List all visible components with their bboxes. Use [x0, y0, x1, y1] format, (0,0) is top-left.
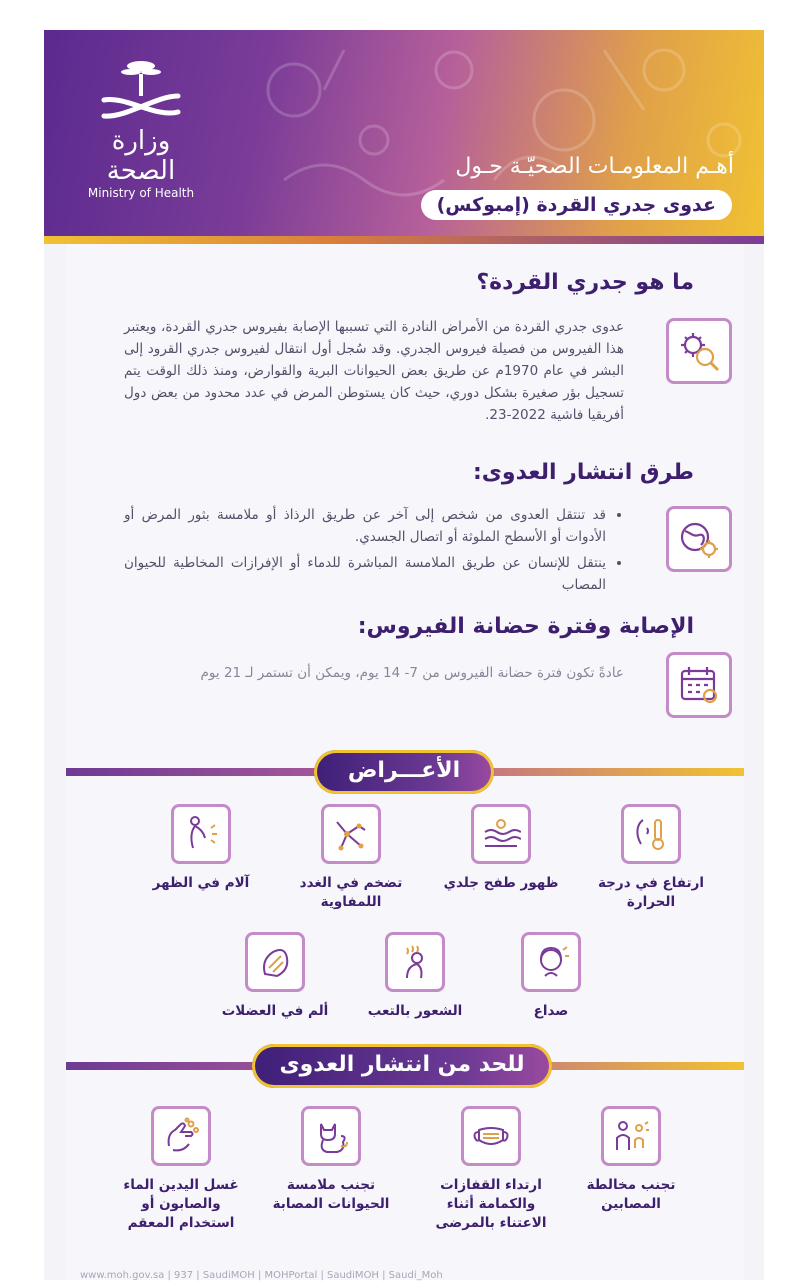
- lymph-nodes-icon: [321, 804, 381, 864]
- banner-title-line1: أهـم المعلومـات الصحيّـة حـول: [455, 154, 734, 179]
- fatigue-icon: [385, 932, 445, 992]
- logo-english-text: Ministry of Health: [87, 186, 195, 200]
- symptom-tile: [436, 804, 566, 893]
- section-title-incubation: الإصابة وفترة حضانة الفيروس:: [357, 614, 694, 639]
- symptom-label: الشعور بالتعب: [367, 1003, 463, 1019]
- prevention-label: ارتداء القفازات والكمامة أثناء الاعتناء بالمرضى: [435, 1177, 547, 1231]
- prevention-label: تجنب ملامسة الحيوانات المصابة: [272, 1177, 390, 1212]
- symptom-tile: [486, 932, 616, 1021]
- transmission-bullet: • ينتقل للإنسان عن طريق الملامسة المباشرة للدماء أو الإفرازات المخاطية للحيوان المصاب: [124, 552, 606, 596]
- symptom-tile: [586, 804, 716, 912]
- symptom-tile: [210, 932, 340, 1021]
- header-banner: [44, 30, 764, 242]
- prevention-tile: [426, 1106, 556, 1233]
- muscle-pain-icon: [245, 932, 305, 992]
- hand-wash-icon: [151, 1106, 211, 1166]
- logo-arabic-text: وزارة الصحة: [106, 126, 176, 186]
- mask-icon: [461, 1106, 521, 1166]
- calendar-icon: [666, 652, 732, 718]
- symptom-tile: [350, 932, 480, 1021]
- virus-magnifier-icon: [666, 318, 732, 384]
- section-text-transmission: [124, 504, 624, 600]
- symptom-label: آلام في الظهر: [152, 875, 250, 891]
- symptom-label: ارتفاع في درجة الحرارة: [598, 875, 704, 910]
- section-text-incubation: عادةً تكون فترة حضانة الفيروس من 7- 14 يوم، ويمكن أن تستمر لـ 21 يوم: [200, 665, 624, 681]
- symptoms-title: الأعـــراض: [314, 750, 494, 794]
- footer-social-links: www.moh.gov.sa | 937 | SaudiMOH | MOHPortal | SaudiMOH | Saudi_Moh: [80, 1270, 443, 1281]
- symptom-label: تضخم في الغدد اللمفاوية: [299, 875, 403, 910]
- banner-strip: [44, 236, 764, 244]
- palm-swords-logo-icon: [96, 56, 186, 124]
- cat-icon: [301, 1106, 361, 1166]
- prevention-tile: [116, 1106, 246, 1233]
- banner-title-line2: عدوى جدري القردة (إمبوكس): [421, 190, 732, 220]
- symptom-label: ظهور طفح جلدي: [443, 875, 559, 891]
- section-text-what-is: عدوى جدري القردة من الأمراض النادرة التي تسببها الإصابة بفيروس جدري القردة، ويعتبر هذا الفيروس من فصيلة فيروس الجدري. وقد سُجل أول انتقال لفيروس جدري القرود إلى البشر في عام 1970م عن طريق بعض الحيوانات البرية والقوارض، ومنذ ذلك الوقت يتم تسجيل بؤر صغيرة بشكل دوري، حيث كان يستوطن المرض في عدد محدود من بعض دول أفريقيا فاشية 2022-23.: [124, 319, 624, 423]
- globe-virus-icon: [666, 506, 732, 572]
- symptom-label: صداع: [533, 1003, 569, 1019]
- prevention-tile: [566, 1106, 696, 1214]
- headache-icon: [521, 932, 581, 992]
- section-title-what-is: ما هو جدري القردة؟: [476, 270, 694, 295]
- symptom-tile: [286, 804, 416, 912]
- prevention-label: غسل اليدين الماء والصابون أو استخدام المعقم: [123, 1177, 239, 1231]
- symptom-label: ألم في العضلات: [221, 1003, 329, 1019]
- symptom-tile: [136, 804, 266, 893]
- prevention-tile: [266, 1106, 396, 1214]
- infographic: [44, 30, 764, 1280]
- thermometer-icon: [621, 804, 681, 864]
- ministry-logo: [76, 56, 206, 200]
- prevention-label: تجنب مخالطة المصابين: [586, 1177, 676, 1212]
- prevention-title: للحد من انتشار العدوى: [252, 1044, 552, 1088]
- content-panel: [66, 244, 744, 1280]
- avoid-contact-icon: [601, 1106, 661, 1166]
- back-pain-icon: [171, 804, 231, 864]
- section-title-transmission: طرق انتشار العدوى:: [472, 460, 694, 485]
- skin-rash-icon: [471, 804, 531, 864]
- transmission-bullet: • قد تنتقل العدوى من شخص إلى آخر عن طريق الرذاذ أو ملامسة بثور المرض أو الأدوات أو الأسطح الملوثة أو اتصال الجسدي.: [124, 504, 606, 548]
